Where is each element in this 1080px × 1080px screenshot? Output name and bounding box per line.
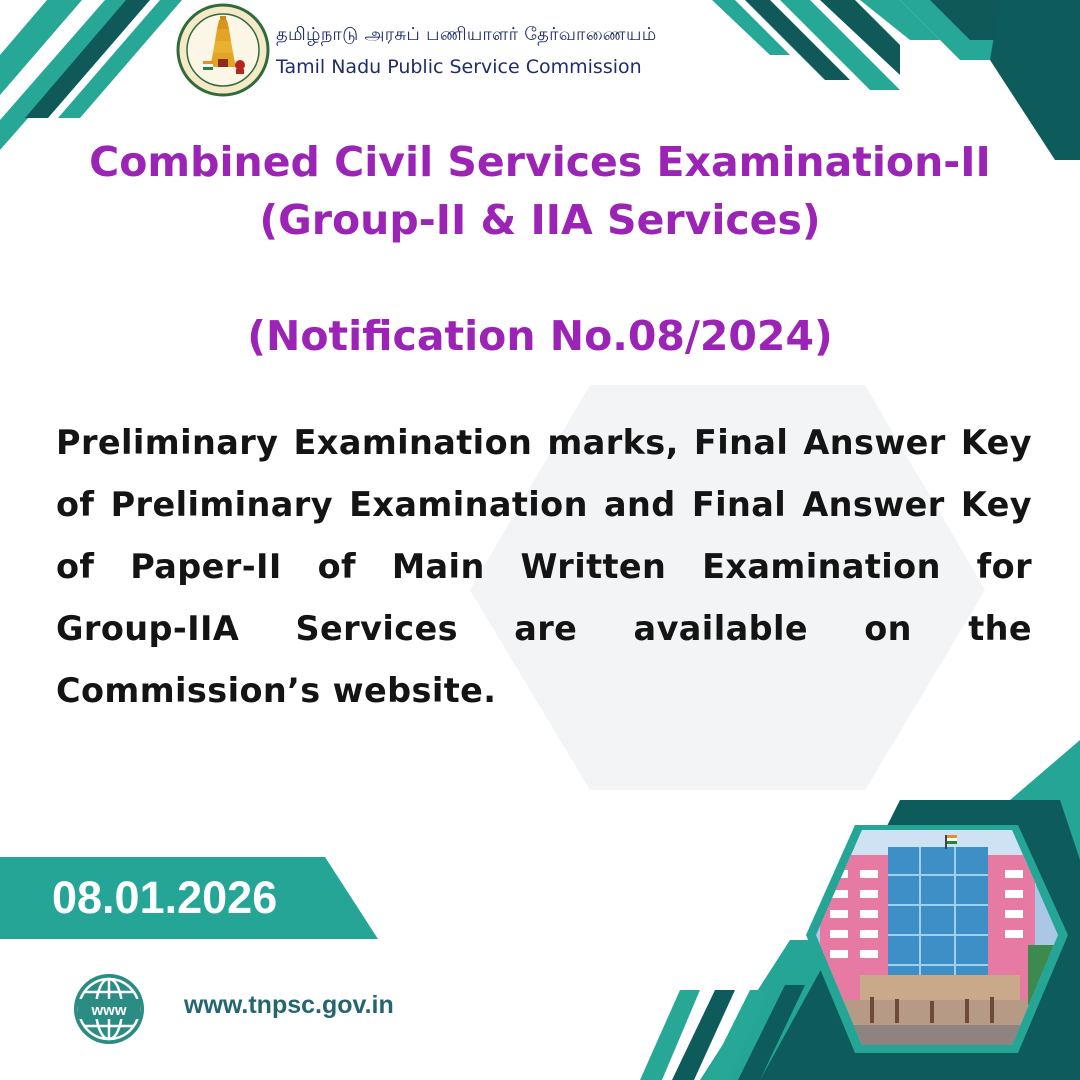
org-name-tamil: தமிழ்நாடு அரசுப் பணியாளர் தேர்வாணையம் — [276, 24, 657, 45]
announcement-text: Preliminary Examination marks, Final Answer Key of Preliminary Examination and Final Answer Key of Paper-II of Main Written Examination for Group-IIA Services are available on the Commission’s website. — [56, 423, 1032, 710]
announcement-date: 08.01.2026 — [52, 872, 278, 923]
tn-state-emblem-icon — [176, 3, 270, 97]
exam-title: Combined Civil Services Examination-II — [89, 138, 991, 186]
globe-www-icon — [72, 972, 146, 1046]
globe-label: www — [91, 1002, 127, 1019]
top-left-stripes — [0, 0, 182, 150]
org-name-english: Tamil Nadu Public Service Commission — [276, 56, 642, 78]
notification-number: (Notification No.08/2024) — [247, 312, 833, 360]
website-link[interactable]: www.tnpsc.gov.in — [184, 991, 394, 1019]
commission-building-photo — [800, 825, 1070, 1055]
exam-subtitle: (Group-II & IIA Services) — [259, 196, 821, 244]
